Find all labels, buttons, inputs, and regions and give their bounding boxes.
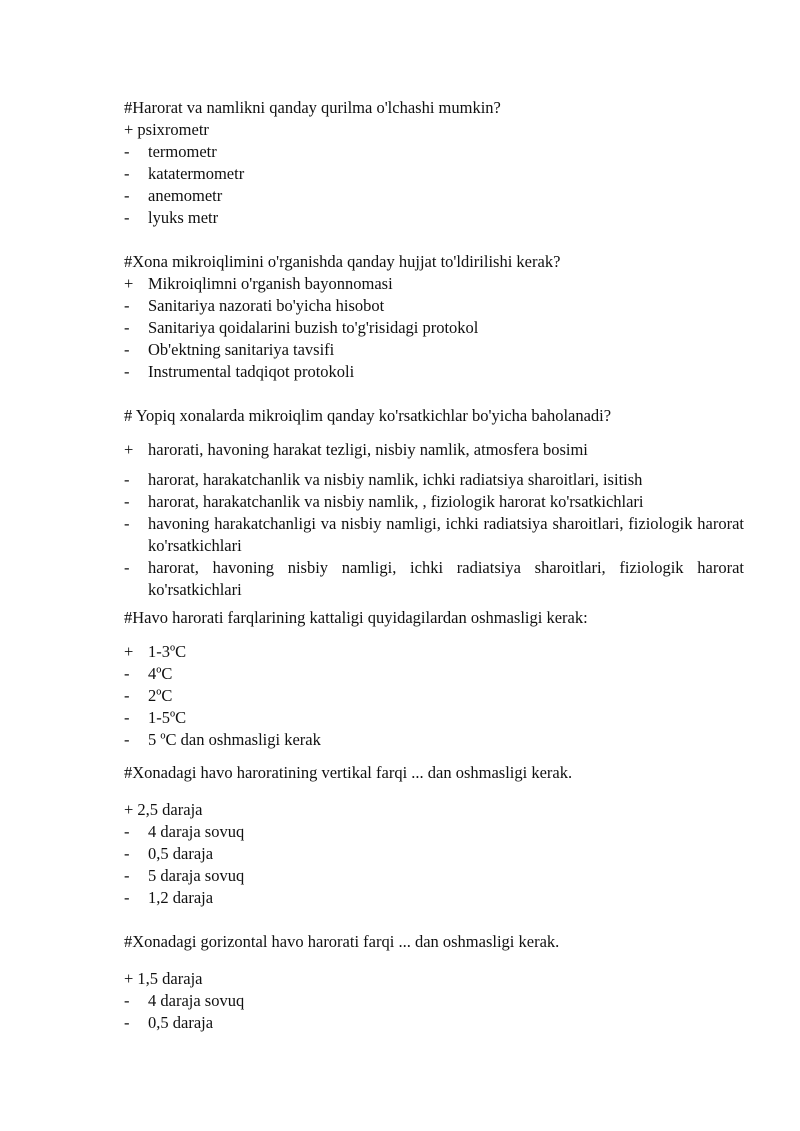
option-marker: -	[124, 164, 130, 183]
option-marker: -	[124, 866, 130, 885]
option-marker: -	[124, 492, 130, 511]
options-list	[124, 990, 744, 1034]
option-text: 4 daraja sovuq	[148, 991, 245, 1010]
option-text: harorat, havoning nisbiy namligi, ichki radiatsiya sharoitlari, fiziologik harorat ko'rsatkichlari	[148, 558, 744, 599]
option-marker: -	[124, 686, 130, 705]
option-text: Sanitariya qoidalarini buzish to'g'risidagi protokol	[148, 318, 479, 337]
question-text: #Harorat va namlikni qanday qurilma o'lchashi mumkin?	[124, 98, 501, 117]
question-block	[124, 762, 744, 909]
option-item	[124, 843, 744, 865]
option-item	[124, 439, 744, 461]
question-block	[124, 607, 744, 751]
question-block	[124, 405, 744, 601]
option-item	[124, 685, 744, 707]
option-text: Ob'ektning sanitariya tavsifi	[148, 340, 335, 359]
option-text: 5 daraja sovuq	[148, 866, 245, 885]
option-text: 0,5 daraja	[148, 844, 214, 863]
question-text: #Xonadagi gorizontal havo harorati farqi ... dan oshmasligi kerak.	[124, 932, 560, 951]
options-list	[124, 273, 744, 383]
option-text: Instrumental tadqiqot protokoli	[148, 362, 355, 381]
option-marker: -	[124, 514, 130, 533]
option-marker: +	[124, 440, 134, 459]
options-list	[124, 141, 744, 229]
option-text: termometr	[148, 142, 217, 161]
question-block	[124, 931, 744, 1034]
option-text: harorat, harakatchanlik va nisbiy namlik, , fiziologik harorat ko'rsatkichlari	[148, 492, 644, 511]
option-marker: -	[124, 822, 130, 841]
option-item	[124, 707, 744, 729]
option-item	[124, 163, 744, 185]
option-marker: -	[124, 340, 130, 359]
option-item	[124, 141, 744, 163]
option-text: Sanitariya nazorati bo'yicha hisobot	[148, 296, 385, 315]
option-text: lyuks metr	[148, 208, 219, 227]
options-list	[124, 821, 744, 909]
correct-option: + 1,5 daraja	[124, 969, 203, 988]
question-text: #Havo harorati farqlarining kattaligi quyidagilardan oshmasligi kerak:	[124, 608, 588, 627]
correct-option: + psixrometr	[124, 120, 209, 139]
question-text: # Yopiq xonalarda mikroiqlim qanday ko'rsatkichlar bo'yicha baholanadi?	[124, 406, 612, 425]
options-list	[124, 439, 744, 601]
question-block	[124, 251, 744, 383]
option-item	[124, 469, 744, 491]
option-item	[124, 990, 744, 1012]
option-marker: -	[124, 730, 130, 749]
question-block	[124, 97, 744, 229]
option-item	[124, 339, 744, 361]
option-marker: -	[124, 991, 130, 1010]
option-item	[124, 185, 744, 207]
option-item	[124, 887, 744, 909]
option-marker: -	[124, 318, 130, 337]
option-text: 0,5 daraja	[148, 1013, 214, 1032]
option-text: 1-5ºC	[148, 708, 187, 727]
option-text: anemometr	[148, 186, 223, 205]
option-text: harorat, harakatchanlik va nisbiy namlik, ichki radiatsiya sharoitlari, isitish	[148, 470, 643, 489]
option-marker: +	[124, 642, 134, 661]
option-item	[124, 1012, 744, 1034]
question-text: #Xona mikroiqlimini o'rganishda qanday hujjat to'ldirilishi kerak?	[124, 252, 561, 271]
option-text: havoning harakatchanligi va nisbiy namligi, ichki radiatsiya sharoitlari, fiziologik harorat ko'rsatkichlari	[148, 514, 744, 555]
options-list	[124, 641, 744, 751]
option-item	[124, 273, 744, 295]
option-marker: -	[124, 558, 130, 577]
option-text: 4ºC	[148, 664, 173, 683]
option-item	[124, 513, 744, 557]
option-marker: -	[124, 208, 130, 227]
option-marker: -	[124, 470, 130, 489]
option-marker: -	[124, 296, 130, 315]
option-text: 1-3ºC	[148, 642, 187, 661]
correct-option: + 2,5 daraja	[124, 800, 203, 819]
option-text: katatermometr	[148, 164, 245, 183]
question-text: #Xonadagi havo haroratining vertikal farqi ... dan oshmasligi kerak.	[124, 763, 573, 782]
option-marker: -	[124, 142, 130, 161]
option-item	[124, 729, 744, 751]
option-item	[124, 641, 744, 663]
option-text: Mikroiqlimni o'rganish bayonnomasi	[148, 274, 393, 293]
option-text: harorati, havoning harakat tezligi, nisbiy namlik, atmosfera bosimi	[148, 440, 588, 459]
option-marker: -	[124, 186, 130, 205]
document-page	[124, 97, 744, 1034]
option-item	[124, 557, 744, 601]
option-text: 4 daraja sovuq	[148, 822, 245, 841]
option-marker: -	[124, 1013, 130, 1032]
option-marker: -	[124, 708, 130, 727]
option-item	[124, 865, 744, 887]
option-item	[124, 317, 744, 339]
option-item	[124, 295, 744, 317]
option-marker: -	[124, 844, 130, 863]
option-item	[124, 207, 744, 229]
option-item	[124, 491, 744, 513]
option-marker: -	[124, 664, 130, 683]
option-marker: +	[124, 274, 134, 293]
option-text: 5 ºC dan oshmasligi kerak	[148, 730, 321, 749]
option-marker: -	[124, 888, 130, 907]
option-item	[124, 821, 744, 843]
option-text: 2ºC	[148, 686, 173, 705]
option-text: 1,2 daraja	[148, 888, 214, 907]
option-item	[124, 361, 744, 383]
option-item	[124, 663, 744, 685]
option-marker: -	[124, 362, 130, 381]
